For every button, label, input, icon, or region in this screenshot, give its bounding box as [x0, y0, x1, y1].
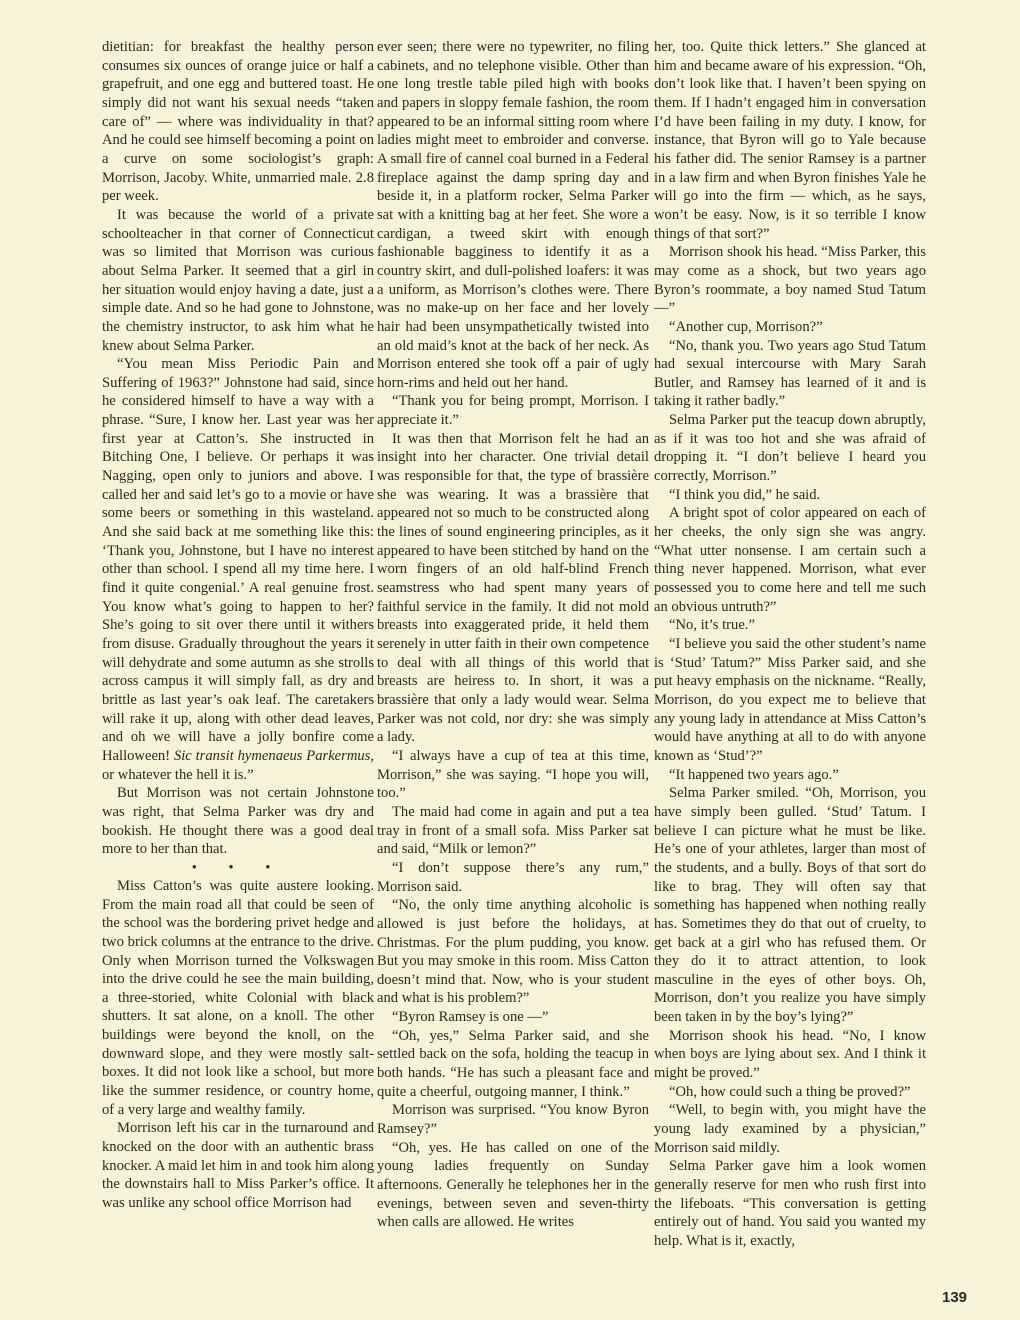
paragraph: “I think you did,” he said. [669, 486, 821, 503]
paragraph: dietitian: for breakfast the healthy person consumes six ounces of orange juice or half a grapefruit, and one egg and buttered toast. He simply did not want his sexual needs “taken care of” — where was individuality in that? And he could see himself becoming a point on a curve on some sociologist’s graph: Morrison, Jacoby. White, unmarried male. 2.8 per week. [102, 39, 374, 205]
paragraph: “I believe you said the other student’s name is ‘Stud’ Tatum?” Miss Parker said, and she put heavy emphasis on the nickname. “Really, Morrison, do you expect me to believe that any young lady in attendance at Miss Catton’s would have anything at all to do with anyone known as ‘Stud’?” [654, 636, 926, 764]
paragraph: “I don’t suppose there’s any rum,” Morrison said. [377, 859, 649, 895]
paragraph: “Thank you for being prompt, Morrison. I appreciate it.” [377, 393, 649, 429]
paragraph: The maid had come in again and put a tea tray in front of a small sofa. Miss Parker sat and said, “Milk or lemon?” [377, 803, 649, 858]
paragraph: “No, thank you. Two years ago Stud Tatum had sexual intercourse with Mary Sarah Butler, and Ramsey has learned of it and is taking it rather badly.” [654, 337, 926, 410]
paragraph: “Byron Ramsey is one —” [392, 1009, 549, 1026]
paragraph-text: or whatever the hell it is.” [102, 766, 254, 783]
paragraph: But Morrison was not certain Johnstone was right, that Selma Parker was dry and bookish. He thought there was a good deal more to her than that. [102, 785, 374, 858]
paragraph: “I always have a cup of tea at this time, Morrison,” she was saying. “I hope you will, too.” [377, 747, 649, 802]
text-column-2 [377, 38, 649, 1232]
paragraph: Morrison left his car in the turnaround and knocked on the door with an authentic brass knocker. A maid let him in and took him along the downstairs hall to Miss Parker’s office. It was unlike any school office Morrison had [102, 1120, 374, 1212]
text-column-3 [654, 38, 926, 1251]
paragraph: “Well, to begin with, you might have the young lady examined by a physician,” Morrison said mildly. [654, 1102, 926, 1156]
paragraph: “No, the only time anything alcoholic is allowed is just before the holidays, at Christmas. For the plum pudding, you know. But you may smoke in this room. Miss Catton doesn’t mind that. Now, who is your student and what is his problem?” [377, 897, 649, 1007]
page-number: 139 [942, 1289, 968, 1306]
paragraph: her, too. Quite thick letters.” She glanced at him and became aware of his expression. “Oh, don’t look like that. I haven’t been spying on them. If I hadn’t engaged him in conversation I’d have been failing in my duty. I know, for instance, that Byron will go to Yale because his father did. The senior Ramsey is a partner in a law firm and when Byron finishes Yale he will go into the firm — which, as he says, won’t be easy. Now, is it so terrible I know things of that sort?” [654, 39, 926, 242]
paragraph: A bright spot of color appeared on each of her cheeks, the only sign she was angry. “What utter nonsense. I am certain such a thing never happened. Morrison, what ever possessed you to come here and tell me such an obvious untruth?” [654, 505, 926, 615]
paragraph: It was because the world of a private schoolteacher in that corner of Connecticut was so limited that Morrison was curious about Selma Parker. It seemed that a girl in her situation would enjoy having a date, just a simple date. And so he had gone to Johnstone, the chemistry instructor, to ask him what he knew about Selma Parker. [102, 206, 374, 354]
paragraph: Selma Parker smiled. “Oh, Morrison, you have simply been gulled. ‘Stud’ Tatum. I believe I can picture what he must be like. He’s one of your athletes, larger than most of the students, and a bully. Boys of that sort do like to brag. They will often say that something has happened when nothing really has. Sometimes they do that out of cruelty, to get back at a girl who has refused them. Or they do it to attract attention, to look masculine in the eyes of other boys. Oh, Morrison, don’t you realize you have simply been taken in by the boy’s lying?” [654, 785, 926, 1026]
latin-phrase: Sic transit hymenaeus Parkermus, [173, 747, 374, 764]
section-break: • • • [191, 859, 285, 876]
text-column-1 [102, 38, 374, 1213]
paragraph: ever seen; there were no typewriter, no filing cabinets, and no telephone visible. Other than one long trestle table piled high with books and papers in sloppy female fashion, the room appeared to be an informal sitting room where ladies might meet to embroider and converse. A small fire of cannel coal burned in a Federal fireplace against the damp spring day and beside it, in a platform rocker, Selma Parker sat with a knitting bag at her feet. She wore a cardigan, a tweed skirt with enough fashionable bagginess to identify it as a country skirt, and dull-polished loafers: it was a uniform, as Morrison’s clothes were. There was no make-up on her face and her lovely hair had been unsympathetically twisted into an old maid’s knot at the back of her neck. As Morrison entered she took off a pair of ugly horn-rims and held out her hand. [377, 39, 649, 391]
paragraph: Selma Parker gave him a look women generally reserve for men who rush first into the lifeboats. “This conversation is getting entirely out of hand. You said you wanted my help. What is it, exactly, [654, 1158, 926, 1249]
paragraph: Miss Catton’s was quite austere looking. From the main road all that could be seen of the school was the bordering privet hedge and two brick columns at the entrance to the drive. Only when Morrison turned the Volkswagen into the drive could he see the main building, a three-storied, white Colonial with black shutters. It sat alone, on a knoll. The other buildings were beyond the knoll, on the downward slope, and they were mostly salt-boxes. It did not look like a school, but more like the summer residence, or country home, of a very large and wealthy family. [102, 877, 374, 1118]
paragraph: Morrison shook his head. “No, I know when boys are lying about sex. And I think it might be proved.” [654, 1027, 926, 1082]
paragraph: “Another cup, Morrison?” [669, 318, 823, 335]
paragraph: “It happened two years ago.” [669, 766, 839, 783]
paragraph: Selma Parker put the teacup down abruptly, as if it was too hot and she was afraid of dropping it. “I don’t believe I heard you correctly, Morrison.” [654, 412, 926, 485]
paragraph: It was then that Morrison felt he had an insight into her character. One trivial detail was responsible for that, the type of brassière she was wearing. It was a brassière that appeared not so much to be constructed along the lines of sound engineering principles, as it appeared to have been stitched by hand on the worn fingers of an old half-blind French seamstress who had spent many years of faithful service in the family. It did not mold breasts into exaggerated pride, it held them serenely in utter faith in their own competence to deal with all things of this world that breasts are heiress to. In short, it was a brassière that only a lady would wear. Selma Parker was not cold, nor dry: she was simply a lady. [377, 430, 649, 746]
paragraph: “Oh, yes. He has called on one of the young ladies frequently on Sunday afternoons. Generally he telephones her in the evenings, between seven and seven-thirty when calls are allowed. He writes [377, 1139, 649, 1231]
paragraph: “Oh, yes,” Selma Parker said, and she settled back on the sofa, holding the teacup in both hands. “He has such a pleasant face and quite a cheerful, outgoing manner, I think.” [377, 1027, 649, 1100]
paragraph: Morrison shook his head. “Miss Parker, this may come as a shock, but two years ago Byron’s roommate, a boy named Stud Tatum —” [654, 244, 926, 317]
paragraph [102, 355, 374, 784]
paragraph: “Oh, how could such a thing be proved?” [669, 1083, 911, 1100]
paragraph-text: “You mean Miss Periodic Pain and Suffering of 1963?” Johnstone had said, since he considered himself to have a way with a phrase. “Sure, I know her. Last year was her first year at Catton’s. She instructed in Bitching One, I believe. Or perhaps it was Nagging, open only to juniors and above. I called her and said let’s go to a movie or have some beers or something in this wasteland. And she said back at me something like this: ‘Thank you, Johnstone, but I have no interest other than school. I spend all my time here. I find it quite congenial.’ A real genuine frost. You know what’s going to happen to her? She’s going to sit over there until it withers from disuse. Gradually throughout the years it will dehydrate and some autumn as she strolls across campus it will simply fall, as dry and brittle as last year’s oak leaf. The caretakers will rake it up, along with other dead leaves, and oh we will have a jolly bonfire come Halloween! [102, 356, 374, 764]
paragraph: “No, it’s true.” [669, 617, 755, 634]
paragraph: Morrison was surprised. “You know Byron Ramsey?” [377, 1102, 649, 1138]
